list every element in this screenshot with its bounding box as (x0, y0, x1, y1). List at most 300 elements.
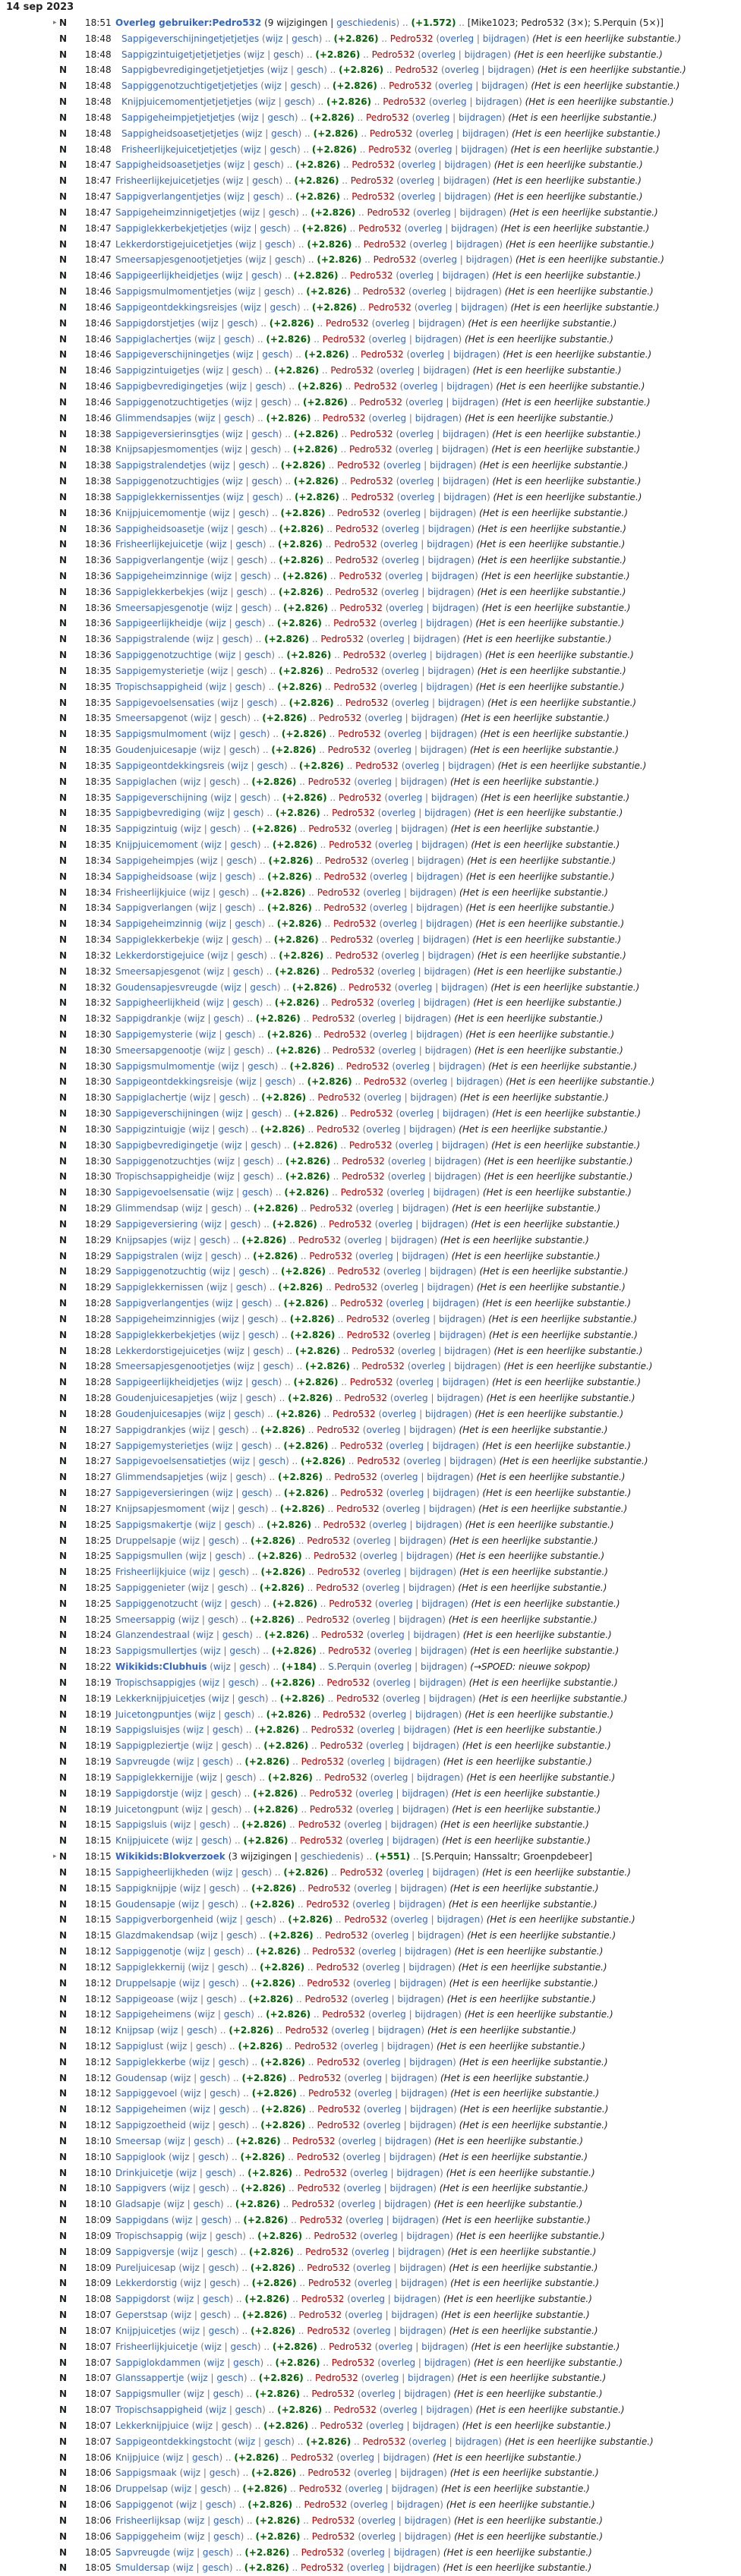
user-link[interactable]: Pedro532 (309, 1803, 353, 1815)
user-talk-link[interactable]: overleg (359, 1803, 394, 1815)
user-talk-link[interactable]: overleg (399, 1108, 434, 1120)
user-talk-link[interactable]: overleg (378, 839, 413, 851)
history-link[interactable]: gesch (260, 222, 287, 234)
history-link[interactable]: gesch (229, 745, 257, 756)
page-title-link[interactable]: Sappiglust (115, 2041, 164, 2052)
history-link[interactable]: gesch (253, 159, 281, 171)
page-title-link[interactable]: Sappigsmuller (115, 2389, 181, 2400)
user-talk-link[interactable]: overleg (399, 175, 435, 187)
page-title-link[interactable]: Sappigevoelsensaties (115, 697, 215, 708)
user-link[interactable]: Pedro532 (368, 301, 411, 313)
user-contribs-link[interactable]: bijdragen (417, 855, 461, 866)
user-talk-link[interactable]: overleg (383, 2404, 418, 2416)
user-link[interactable]: Pedro532 (354, 381, 397, 392)
user-talk-link[interactable]: overleg (408, 396, 443, 408)
user-link[interactable]: Pedro532 (334, 1472, 377, 1483)
diff-link[interactable]: wijz (202, 1677, 220, 1688)
user-link[interactable]: Pedro532 (352, 191, 395, 203)
history-link[interactable]: gesch (263, 1361, 291, 1372)
user-link[interactable]: Pedro532 (317, 1424, 360, 1435)
diff-link[interactable]: wijz (224, 444, 242, 455)
page-title-link[interactable]: Smeersapgenot (115, 713, 188, 724)
history-link[interactable]: gesch (208, 2262, 235, 2273)
user-talk-link[interactable]: overleg (389, 1488, 424, 1499)
user-contribs-link[interactable]: bijdragen (399, 1535, 443, 1546)
user-link[interactable]: Pedro532 (332, 1044, 376, 1056)
user-contribs-link[interactable]: bijdragen (430, 792, 475, 803)
history-link[interactable]: gesch (232, 365, 260, 376)
user-contribs-link[interactable]: bijdragen (383, 2452, 427, 2463)
history-link[interactable]: gesch (213, 2515, 241, 2526)
user-link[interactable]: Pedro532 (369, 128, 413, 139)
user-contribs-link[interactable]: bijdragen (415, 1708, 459, 1720)
user-talk-link[interactable]: overleg (342, 2135, 377, 2146)
diff-link[interactable]: wijz (182, 1977, 200, 1989)
diff-link[interactable]: wijz (183, 2467, 201, 2479)
page-title-link[interactable]: Sappigverlangentje (115, 555, 204, 566)
history-link[interactable]: gesch (198, 2151, 225, 2162)
user-link[interactable]: Pedro532 (298, 1234, 342, 1245)
user-talk-link[interactable]: overleg (380, 934, 415, 946)
page-title-link[interactable]: Sappigbevredigingetjetjetjetjes (121, 65, 264, 76)
diff-link[interactable]: wijz (244, 301, 261, 313)
diff-link[interactable]: wijz (172, 2183, 191, 2194)
user-talk-link[interactable]: overleg (373, 1029, 408, 1040)
user-contribs-link[interactable]: bijdragen (417, 1930, 461, 1941)
user-contribs-link[interactable]: bijdragen (464, 49, 508, 60)
user-talk-link[interactable]: overleg (376, 1677, 411, 1688)
history-link[interactable]: gesch (235, 2404, 263, 2416)
page-title-link[interactable]: Lekkerdorstigejuicetjes (115, 1345, 221, 1356)
user-talk-link[interactable]: overleg (389, 1866, 424, 1878)
history-link[interactable]: gesch (208, 1977, 236, 1989)
history-link[interactable]: gesch (219, 1092, 247, 1104)
diff-link[interactable]: wijz (227, 191, 244, 203)
user-link[interactable]: Pedro532 (338, 792, 382, 803)
history-link[interactable]: gesch (202, 2546, 230, 2558)
page-title-link[interactable]: Sappigdans (115, 2215, 169, 2226)
diff-link[interactable]: wijz (215, 1440, 233, 1451)
user-link[interactable]: Pedro532 (349, 270, 393, 282)
user-contribs-link[interactable]: bijdragen (482, 33, 526, 44)
diff-link[interactable]: wijz (244, 143, 261, 155)
user-link[interactable]: Pedro532 (306, 1614, 350, 1625)
diff-link[interactable]: wijz (222, 1329, 240, 1340)
diff-link[interactable]: wijz (212, 507, 230, 518)
diff-link[interactable]: wijz (221, 1313, 239, 1324)
user-talk-link[interactable]: overleg (372, 412, 407, 424)
user-talk-link[interactable]: overleg (411, 286, 446, 298)
diff-link[interactable]: wijz (204, 1598, 222, 1609)
user-contribs-link[interactable]: bijdragen (427, 1472, 470, 1483)
user-talk-link[interactable]: overleg (356, 2325, 391, 2336)
history-link[interactable]: gesch (251, 1108, 279, 1120)
page-title-link[interactable]: Sapvreugde (115, 1756, 170, 1768)
user-talk-link[interactable]: overleg (378, 1598, 413, 1609)
history-link[interactable]: gesch (210, 776, 237, 787)
user-contribs-link[interactable]: bijdragen (393, 1756, 437, 1768)
diff-link[interactable]: wijz (208, 618, 226, 629)
page-title-link[interactable]: Sappigverlangentjes (115, 1298, 210, 1309)
user-talk-link[interactable]: overleg (356, 1977, 391, 1989)
history-link[interactable]: gesch (268, 206, 296, 218)
user-contribs-link[interactable]: bijdragen (409, 1123, 452, 1135)
user-talk-link[interactable]: overleg (373, 871, 408, 882)
user-talk-link[interactable]: overleg (386, 1266, 421, 1277)
page-title-link[interactable]: Juicetongpunt (115, 1803, 179, 1815)
history-link[interactable]: gesch (202, 2562, 229, 2574)
page-title-link[interactable]: Sappiggenotzuchtige (115, 650, 212, 661)
user-contribs-link[interactable]: bijdragen (389, 2183, 434, 2194)
history-link[interactable]: gesch (248, 1313, 275, 1324)
diff-link[interactable]: wijz (190, 2373, 208, 2384)
user-contribs-link[interactable]: bijdragen (449, 1456, 493, 1467)
user-link[interactable]: Pedro532 (298, 2072, 342, 2083)
user-link[interactable]: Pedro532 (332, 1408, 376, 1419)
user-link[interactable]: Pedro532 (330, 365, 374, 376)
diff-link[interactable]: wijz (233, 222, 251, 234)
page-title-link[interactable]: Tropischsappigjes (115, 1677, 196, 1688)
diff-link[interactable]: wijz (225, 175, 244, 187)
history-link[interactable]: gesch (232, 997, 260, 1009)
user-talk-link[interactable]: overleg (384, 586, 419, 597)
user-contribs-link[interactable]: bijdragen (432, 1298, 476, 1309)
diff-link[interactable]: wijz (238, 2436, 256, 2447)
history-link[interactable]: gesch (217, 1961, 245, 1973)
diff-link[interactable]: wijz (215, 602, 232, 613)
user-contribs-link[interactable]: bijdragen (409, 2120, 453, 2131)
user-talk-link[interactable]: overleg (384, 555, 419, 566)
diff-link[interactable]: wijz (224, 1139, 242, 1151)
diff-link[interactable]: wijz (216, 1187, 234, 1198)
diff-link[interactable]: wijz (244, 128, 263, 139)
diff-link[interactable]: wijz (210, 1472, 227, 1483)
history-link[interactable]: gesch (239, 1661, 266, 1673)
user-contribs-link[interactable]: bijdragen (400, 1882, 444, 1894)
user-contribs-link[interactable]: bijdragen (408, 1961, 452, 1973)
diff-link[interactable]: wijz (210, 1282, 228, 1293)
diff-link[interactable]: wijz (207, 1408, 225, 1419)
user-link[interactable]: Pedro532 (316, 1961, 360, 1973)
user-link[interactable]: Pedro532 (298, 1819, 342, 1831)
user-contribs-link[interactable]: bijdragen (461, 143, 504, 155)
user-talk-link[interactable]: overleg (357, 776, 392, 787)
user-talk-link[interactable]: overleg (345, 2151, 381, 2162)
user-talk-link[interactable]: overleg (440, 33, 475, 44)
user-talk-link[interactable]: overleg (367, 713, 402, 724)
user-talk-link[interactable]: overleg (363, 2230, 398, 2241)
user-talk-link[interactable]: overleg (371, 333, 406, 345)
history-link[interactable]: gesch (224, 412, 251, 424)
page-title-link[interactable]: Smuldersap (115, 2562, 170, 2574)
user-contribs-link[interactable]: bijdragen (456, 1076, 500, 1088)
page-title-link[interactable]: Smeersapjesgenootjetjetjes (115, 254, 243, 266)
user-link[interactable]: Pedro532 (306, 1898, 350, 1910)
page-title-link[interactable]: Sappigsluisjes (115, 1724, 180, 1736)
page-title-link[interactable]: Wikikids:Clubhuis (115, 1661, 207, 1673)
history-link[interactable]: gesch (200, 2072, 227, 2083)
user-contribs-link[interactable]: bijdragen (443, 476, 486, 487)
user-talk-link[interactable]: overleg (384, 523, 420, 534)
user-link[interactable]: Pedro532 (345, 1060, 389, 1072)
user-link[interactable]: Pedro532 (320, 634, 364, 645)
user-contribs-link[interactable]: bijdragen (415, 333, 459, 345)
user-contribs-link[interactable]: bijdragen (400, 2278, 444, 2289)
user-link[interactable]: Pedro532 (361, 1361, 405, 1372)
user-link[interactable]: Pedro532 (309, 1250, 353, 1261)
history-link[interactable]: gesch (210, 2278, 237, 2289)
diff-link[interactable]: wijz (217, 1155, 235, 1167)
history-link[interactable]: gesch (238, 1503, 265, 1514)
user-talk-link[interactable]: overleg (405, 760, 440, 771)
user-contribs-link[interactable]: bijdragen (427, 555, 471, 566)
user-talk-link[interactable]: overleg (361, 1013, 396, 1025)
diff-link[interactable]: wijz (172, 2151, 190, 2162)
history-link[interactable]: gesch (225, 902, 252, 914)
expand-arrow-icon[interactable]: ▸ (53, 19, 57, 27)
history-link[interactable]: gesch (221, 1740, 249, 1752)
page-title-link[interactable]: Sappigheerlijkheid (115, 997, 200, 1009)
user-link[interactable]: Pedro532 (334, 1282, 378, 1293)
expand-arrow-icon[interactable]: ▸ (53, 1853, 57, 1861)
user-link[interactable]: Pedro532 (349, 1108, 393, 1120)
diff-link[interactable]: wijz (210, 555, 229, 566)
diff-link[interactable]: wijz (175, 2562, 194, 2574)
page-title-link[interactable]: Sappigzintuigetjes (115, 365, 200, 376)
user-talk-link[interactable]: overleg (383, 681, 418, 692)
history-link[interactable]: gesch (274, 254, 302, 266)
diff-link[interactable]: wijz (169, 2041, 188, 2052)
user-link[interactable]: Pedro532 (383, 96, 427, 108)
diff-link[interactable]: wijz (263, 80, 282, 92)
diff-link[interactable]: wijz (238, 238, 257, 250)
diff-link[interactable]: wijz (237, 1361, 254, 1372)
user-link[interactable]: Pedro532 (312, 1946, 355, 1957)
user-link[interactable]: Pedro532 (339, 602, 383, 613)
history-link[interactable]: gesch (209, 2467, 237, 2479)
diff-link[interactable]: wijz (197, 333, 216, 345)
user-contribs-link[interactable]: bijdragen (409, 1424, 453, 1435)
user-talk-link[interactable]: overleg (388, 792, 423, 803)
user-talk-link[interactable]: overleg (396, 1060, 430, 1072)
page-title-link[interactable]: Sappigeheimens (115, 2009, 191, 2020)
page-title-link[interactable]: Sappiggenotzuchtjes (115, 1155, 211, 1167)
user-link[interactable]: Pedro532 (314, 2230, 358, 2241)
history-link[interactable]: gesch (205, 2167, 233, 2178)
page-title-link[interactable]: Smeersappig (115, 1614, 175, 1625)
diff-link[interactable]: wijz (205, 934, 223, 946)
page-title-link[interactable]: Sappigstralende (115, 634, 190, 645)
user-link[interactable]: Pedro532 (339, 570, 383, 581)
history-link[interactable]: gesch (263, 2436, 292, 2447)
user-contribs-link[interactable]: bijdragen (427, 665, 471, 676)
history-link[interactable]: gesch (230, 2341, 257, 2352)
history-link[interactable]: gesch (273, 49, 301, 60)
user-link[interactable]: Pedro532 (292, 2199, 335, 2210)
diff-link[interactable]: wijz (210, 586, 228, 597)
user-link[interactable]: Pedro532 (352, 159, 396, 171)
user-talk-link[interactable]: overleg (418, 301, 452, 313)
page-title-link[interactable]: Sappiglekkerbekjetjetjes (115, 222, 228, 234)
user-contribs-link[interactable]: bijdragen (424, 1044, 468, 1056)
page-title-link[interactable]: Sappigheerlijkheden (115, 1866, 210, 1878)
diff-link[interactable]: wijz (270, 65, 289, 76)
user-contribs-link[interactable]: bijdragen (406, 2230, 450, 2241)
diff-link[interactable]: wijz (219, 1393, 237, 1404)
diff-link[interactable]: wijz (203, 2341, 222, 2352)
user-contribs-link[interactable]: bijdragen (391, 2483, 435, 2495)
history-link[interactable]: gesch (200, 2215, 229, 2226)
diff-link[interactable]: wijz (213, 1661, 231, 1673)
user-link[interactable]: Pedro532 (342, 1155, 385, 1167)
user-link[interactable]: Pedro532 (329, 1598, 372, 1609)
user-link[interactable]: Pedro532 (324, 1930, 368, 1941)
page-title-link[interactable]: Druppelsapje (115, 1977, 176, 1989)
user-link[interactable]: Pedro532 (330, 934, 374, 946)
page-title-link[interactable]: Sappiggenotzuchtig (115, 1266, 207, 1277)
user-link[interactable]: Pedro532 (357, 1456, 400, 1467)
page-title-link[interactable]: Sappigeheimpjetjetjetjes (121, 112, 235, 123)
user-talk-link[interactable]: overleg (421, 49, 456, 60)
user-link[interactable]: Pedro532 (366, 112, 409, 123)
user-talk-link[interactable]: overleg (343, 2041, 379, 2052)
page-title-link[interactable]: Sappigeontdekkingsreisje (115, 1076, 233, 1088)
page-title-link[interactable]: Goudensap (115, 2072, 168, 2083)
user-link[interactable]: Pedro532 (336, 1693, 380, 1704)
user-link[interactable]: Pedro532 (311, 1013, 355, 1025)
user-contribs-link[interactable]: bijdragen (429, 1693, 472, 1704)
history-link[interactable]: gesch (225, 871, 253, 882)
history-link[interactable]: gesch (205, 2499, 233, 2511)
user-link[interactable]: Pedro532 (349, 428, 393, 439)
user-contribs-link[interactable]: bijdragen (438, 1313, 482, 1324)
history-link[interactable]: gesch (222, 1630, 250, 1641)
history-link[interactable]: gesch (209, 1882, 237, 1894)
history-link[interactable]: gesch (228, 1677, 256, 1688)
page-title-link[interactable]: Sappigsmaak (115, 2467, 177, 2479)
diff-link[interactable]: wijz (221, 1060, 239, 1072)
diff-link[interactable]: wijz (227, 1345, 244, 1356)
user-link[interactable]: Pedro532 (368, 143, 411, 155)
user-talk-link[interactable]: overleg (356, 1535, 391, 1546)
user-talk-link[interactable]: overleg (410, 349, 445, 361)
user-contribs-link[interactable]: bijdragen (420, 1661, 464, 1673)
user-contribs-link[interactable]: bijdragen (402, 1203, 446, 1214)
diff-link[interactable]: wijz (167, 2199, 184, 2210)
history-link[interactable]: gesch (241, 1187, 270, 1198)
page-title-link[interactable]: Knijpsapjes (115, 1234, 167, 1245)
history-link[interactable]: gesch (237, 523, 264, 534)
history-link[interactable]: gesch (251, 270, 279, 282)
page-title-link[interactable]: Sappigeontdekkingsreis (115, 760, 225, 771)
user-link[interactable]: Pedro532 (326, 317, 369, 329)
history-link[interactable]: gesch (251, 476, 279, 487)
user-talk-link[interactable]: overleg (365, 1961, 400, 1973)
user-talk-link[interactable]: overleg (422, 254, 457, 266)
user-link[interactable]: Pedro532 (333, 918, 377, 930)
user-contribs-link[interactable]: bijdragen (456, 238, 500, 250)
history-link[interactable]: gesch (218, 2120, 246, 2131)
page-title-link[interactable]: Sappiglekkernijje (115, 1771, 194, 1783)
page-title-link[interactable]: Overleg gebruiker:Pedro532 (115, 17, 262, 28)
user-contribs-link[interactable]: bijdragen (415, 1519, 459, 1530)
user-talk-link[interactable]: overleg (418, 143, 452, 155)
user-contribs-link[interactable]: bijdragen (455, 286, 499, 298)
diff-link[interactable]: wijz (209, 2404, 226, 2416)
diff-link[interactable]: wijz (199, 1771, 217, 1783)
diff-link[interactable]: wijz (211, 1693, 229, 1704)
diff-link[interactable]: wijz (173, 2072, 191, 2083)
user-talk-link[interactable]: overleg (366, 1567, 402, 1578)
user-contribs-link[interactable]: bijdragen (431, 570, 475, 581)
history-link[interactable]: gesch (211, 1203, 238, 1214)
user-contribs-link[interactable]: bijdragen (432, 1866, 476, 1878)
page-title-link[interactable]: Sappigeverschijning (115, 792, 208, 803)
user-talk-link[interactable]: overleg (366, 1424, 401, 1435)
page-title-link[interactable]: Sappiggenotzucht (115, 1598, 198, 1609)
user-talk-link[interactable]: overleg (370, 634, 405, 645)
history-link[interactable]: gesch (198, 2183, 226, 2194)
diff-link[interactable]: wijz (215, 1488, 233, 1499)
diff-link[interactable]: wijz (174, 2483, 192, 2495)
user-talk-link[interactable]: overleg (350, 2562, 385, 2574)
user-contribs-link[interactable]: bijdragen (412, 2420, 456, 2431)
diff-link[interactable]: wijz (225, 476, 243, 487)
page-title-link[interactable]: Sappigzintuigje (115, 1123, 186, 1135)
user-link[interactable]: Pedro532 (332, 808, 375, 819)
user-talk-link[interactable]: overleg (382, 1408, 417, 1419)
user-contribs-link[interactable]: bijdragen (409, 886, 453, 898)
page-title-link[interactable]: Sapvreugde (115, 2546, 170, 2558)
user-talk-link[interactable]: overleg (355, 2246, 389, 2257)
user-link[interactable]: Pedro532 (323, 1029, 367, 1040)
history-link[interactable]: gesch (201, 1835, 229, 1847)
page-title-link[interactable]: Sappigzoetheid (115, 2120, 186, 2131)
user-link[interactable]: Pedro532 (322, 1708, 366, 1720)
history-link[interactable]: gesch (230, 1218, 257, 1230)
user-contribs-link[interactable]: bijdragen (408, 1582, 452, 1593)
user-link[interactable]: Pedro532 (296, 2151, 340, 2162)
page-title-link[interactable]: Goudensapje (115, 1898, 175, 1910)
page-title-link[interactable]: Tropischsappig (115, 2230, 183, 2241)
diff-link[interactable]: wijz (215, 1866, 233, 1878)
user-talk-link[interactable]: overleg (386, 460, 421, 471)
diff-link[interactable]: wijz (176, 2294, 194, 2305)
user-talk-link[interactable]: overleg (395, 697, 430, 708)
history-link[interactable]: gesch (216, 2373, 244, 2384)
history-link[interactable]: gesch (219, 1567, 246, 1578)
user-contribs-link[interactable]: bijdragen (443, 175, 487, 187)
user-talk-link[interactable]: overleg (380, 365, 415, 376)
page-title-link[interactable]: Geperstsap (115, 2310, 168, 2321)
user-link[interactable]: Pedro532 (389, 33, 434, 44)
page-title-link[interactable]: Sappiglekkernissen (115, 1282, 203, 1293)
page-title-link[interactable]: Druppelsap (115, 2483, 168, 2495)
user-talk-link[interactable]: overleg (358, 1250, 393, 1261)
user-contribs-link[interactable]: bijdragen (427, 949, 471, 961)
user-link[interactable]: Pedro532 (285, 2025, 329, 2036)
history-link[interactable]: gesch (207, 2246, 234, 2257)
history-link[interactable]: gesch (241, 1866, 269, 1878)
history-link[interactable]: gesch (219, 713, 248, 724)
diff-link[interactable]: wijz (174, 2310, 192, 2321)
user-contribs-link[interactable]: bijdragen (393, 2546, 437, 2558)
page-title-link[interactable]: Frisheerlijksap (115, 2515, 181, 2526)
page-title-link[interactable]: Knijpjuicemomentjetjetjetjes (121, 96, 252, 108)
user-link[interactable]: Pedro532 (316, 1582, 359, 1593)
page-title-link[interactable]: Frisheerlijkejuicetjetjetjes (121, 143, 238, 155)
user-contribs-link[interactable]: bijdragen (415, 2009, 459, 2020)
